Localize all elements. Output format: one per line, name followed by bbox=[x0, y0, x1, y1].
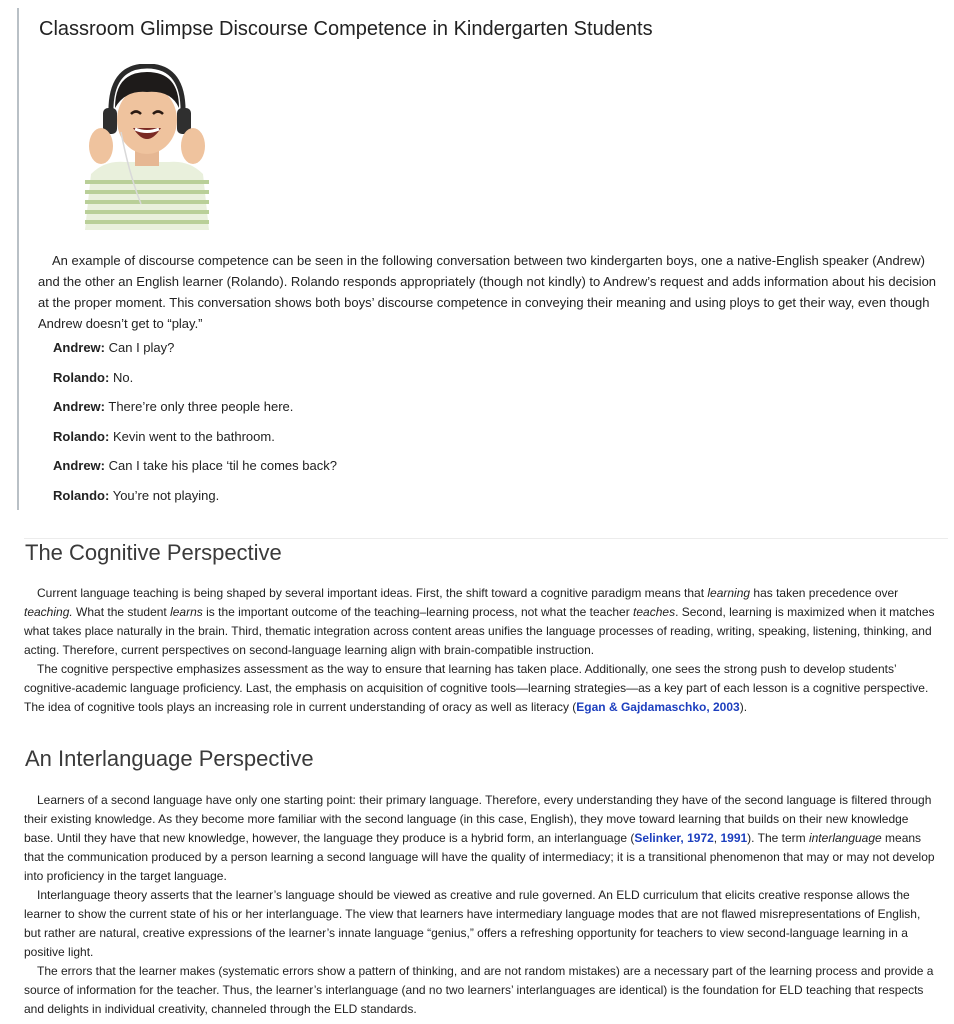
box-paragraph: An example of discourse competence can be seen in the following conversation between two kindergarten boys, one a native-English speaker (Andrew) and the other an English learner (Rolando). Rolando responds appropriately (though not kindly) to Andrew’s request and adds information about his decision at the proper moment. This conversation shows both boys’ discourse competence in conveying their meaning and using ploys to get their way, even though Andrew doesn’t get to “play.” bbox=[38, 253, 937, 331]
dialog-line bbox=[53, 338, 337, 368]
speaker-name: Rolando: bbox=[53, 487, 110, 503]
cognitive-section bbox=[24, 584, 940, 717]
dialog-line bbox=[53, 368, 337, 398]
citation-link-egan[interactable]: Egan & Gajdamaschko, 2003 bbox=[576, 700, 740, 714]
spoken-line: Can I play? bbox=[108, 340, 175, 355]
spoken-line: Can I take his place ‘til he comes back? bbox=[108, 458, 337, 473]
spoken-line: You’re not playing. bbox=[112, 487, 220, 503]
spoken-line: No. bbox=[112, 369, 134, 385]
spoken-line: Kevin went to the bathroom. bbox=[112, 428, 275, 444]
speaker-name: Rolando: bbox=[53, 428, 110, 444]
classroom-glimpse-box bbox=[17, 8, 947, 510]
speaker-name: Andrew: bbox=[53, 458, 105, 473]
dialog-line bbox=[53, 456, 337, 486]
speaker-name: Andrew: bbox=[53, 340, 105, 355]
cognitive-heading: The Cognitive Perspective bbox=[25, 540, 282, 565]
interlanguage-paragraph-3: The errors that the learner makes (systematic errors show a pattern of thinking, and are not random mistakes) are a necessary part of the learning process and provide a source of information for the teacher. Thus, the learner’s interlanguage (and no two learners’ interlanguages are identical) is the foundation for ELD teaching that respects and delights in individual creativity, channeled through the ELD standards. bbox=[24, 964, 934, 1016]
interlanguage-heading: An Interlanguage Perspective bbox=[25, 746, 314, 771]
interlanguage-paragraph-2: Interlanguage theory asserts that the learner’s language should be viewed as creative and rule governed. An ELD curriculum that elicits creative response allows the learner to show the current state of his or her interlanguage. The view that learners have intermediary language modes that are not flawed misrepresentations of English, but rather are natural, creative expressions of the learner’s innate language “genius,” offers a refreshing opportunity for teachers to view second-language learning in a positive light. bbox=[24, 888, 921, 959]
interlanguage-section bbox=[24, 791, 940, 1019]
box-title: Classroom Glimpse Discourse Competence in Kindergarten Students bbox=[39, 18, 653, 40]
cognitive-paragraph-2: The cognitive perspective emphasizes assessment as the way to ensure that learning has taken place. Additionally, one sees the strong push to develop students’ cognitive-academic language proficiency. Last, the emphasis on acquisition of cognitive tools—learning strategies—as a key part of each lesson is a cognitive perspective. The idea of cognitive tools plays an increasing role in current understanding of oracy as well as literacy (Egan & Gajdamaschko, 2003). bbox=[24, 662, 929, 714]
citation-link-selinker-1991[interactable]: 1991 bbox=[720, 831, 748, 845]
student-photo bbox=[85, 64, 209, 230]
interlanguage-paragraph-1: Learners of a second language have only one starting point: their primary language. Therefore, every understanding they have of the second language is filtered through their existing knowledge. As they become more familiar with the second language (in this case, English), they move toward learning that builds on their new knowledge base. Until they have that new knowledge, however, the language they produce is a hybrid form, an interlanguage (Selinker, 1972, 1991). The term interlanguage means that the communication produced by a person learning a second language will have the quality of intermediacy; it is a transitional phenomenon that may or may not develop into proficiency in the target language. bbox=[24, 793, 935, 883]
dialog-line bbox=[53, 397, 337, 427]
section-divider bbox=[24, 538, 948, 539]
citation-link-selinker-1972[interactable]: Selinker, 1972 bbox=[634, 831, 714, 845]
speaker-name: Andrew: bbox=[53, 399, 105, 414]
dialog-line bbox=[53, 486, 337, 516]
dialog-line bbox=[53, 427, 337, 457]
cognitive-paragraph-1: Current language teaching is being shaped by several important ideas. First, the shift toward a cognitive paradigm means that learning has taken precedence over teaching. What the student learns is the important outcome of the teaching–learning process, not what the teacher teaches. Second, learning is maximized when it matches what takes place naturally in the brain. Third, thematic integration across content areas unifies the language processes of reading, writing, speaking, listening, thinking, and acting. Therefore, current perspectives on second-language learning align with brain-compatible instruction. bbox=[24, 586, 935, 657]
speaker-name: Rolando: bbox=[53, 369, 110, 385]
spoken-line: There’re only three people here. bbox=[108, 399, 294, 414]
conversation bbox=[53, 338, 337, 515]
